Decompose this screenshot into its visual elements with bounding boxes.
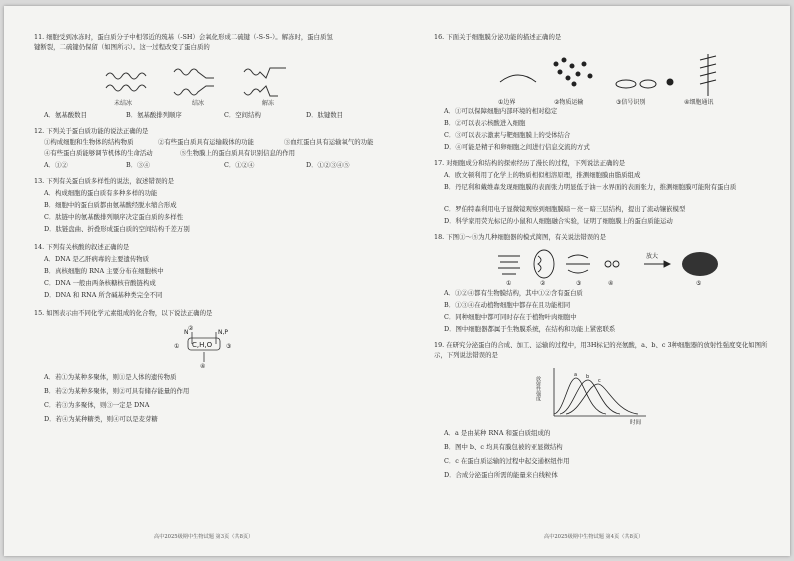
svg-text:③: ③ xyxy=(226,343,232,350)
q19-curve-b: b xyxy=(586,374,590,380)
q11-fig-label-unfrozen: 未结冰 xyxy=(114,100,133,107)
q12-option-a: A．①② xyxy=(44,161,68,169)
q17-option-d: D．科学家用荧光标记的小鼠和人细胞融合实验，证明了细胞膜上的蛋白质能运动 xyxy=(444,217,673,225)
q18-fig-label-5: ⑤ xyxy=(696,280,702,286)
q18-option-a: A．①②④都有生物膜结构，其中①②含有蛋白质 xyxy=(444,289,583,297)
q18-fig-label-2: ② xyxy=(540,280,546,286)
q16-membrane-figure xyxy=(494,46,744,108)
q11-option-d: D．肽键数目 xyxy=(306,111,344,119)
q12-item-4: ④有些蛋白质能够调节机体的生命活动 xyxy=(44,149,153,157)
svg-text:④: ④ xyxy=(200,363,206,368)
q17-stem: 17. 对细胞成分和结构的探索经历了漫长的过程，下列说法正确的是 xyxy=(434,159,626,167)
q18-fig-label-3: ③ xyxy=(576,280,582,286)
svg-text:C,H,O: C,H,O xyxy=(192,341,213,349)
q11-fig-label-thawed: 解冻 xyxy=(262,100,275,107)
q13-option-a: A．构成细胞的蛋白质有多种多样的功能 xyxy=(44,189,158,197)
q13-stem: 13. 下列有关蛋白质多样性的说法，叙述错误的是 xyxy=(34,177,175,185)
q11-fig-label-frozen: 结冰 xyxy=(192,100,205,107)
right-page-footer: 高中2025级期中生物试题 第4页（共8页） xyxy=(544,534,644,540)
q15-option-c: C．若③为多聚体，则③一定是 DNA xyxy=(44,401,150,409)
q14-option-d: D．DNA 和 RNA 所含碱基种类完全不同 xyxy=(44,291,163,299)
q16-option-c: C．③可以表示激素与靶细胞膜上的受体结合 xyxy=(444,131,571,139)
svg-text:②: ② xyxy=(188,325,194,332)
q11-option-b: B．氨基酸排列顺序 xyxy=(126,111,182,119)
q15-element-figure xyxy=(154,324,274,368)
svg-text:①: ① xyxy=(174,343,180,350)
q15-option-b: B．若②为某种多聚体，则②可具有储存能量的作用 xyxy=(44,387,190,395)
q19-curve-a: a xyxy=(574,372,578,378)
q11-option-c: C．空间结构 xyxy=(224,111,261,119)
q17-option-c: C．罗伯特森利用电子显微镜观察到细胞膜暗－亮－暗三层结构，提出了流动镶嵌模型 xyxy=(444,205,686,213)
q17-option-a: A．欧文顿利用了化学上的物质相似相溶原理，推测细胞膜由脂质组成 xyxy=(444,171,641,179)
q16-stem: 16. 下面关于细胞膜分泌功能的描述正确的是 xyxy=(434,33,562,41)
q16-fig-label-2: ②物质运输 xyxy=(554,99,584,106)
q12-option-b: B．③④ xyxy=(126,161,150,169)
q15-option-d: D．若④为某种糖类，则④可以是麦芽糖 xyxy=(44,415,158,423)
q19-curve-c: c xyxy=(598,378,601,384)
q12-item-3: ③血红蛋白具有运输氧气的功能 xyxy=(284,138,374,146)
q13-option-d: D．肽链盘曲、折叠形成蛋白质的空间结构千差万别 xyxy=(44,225,190,233)
q14-option-c: C．DNA 一般由两条核糖核苷酸链构成 xyxy=(44,279,156,287)
q15-stem: 15. 如图表示由不同化学元素组成的化合物，以下说法正确的是 xyxy=(34,309,213,317)
q18-option-c: C．同种细胞中都可同时存在于植物叶肉细胞中 xyxy=(444,313,577,321)
q12-stem: 12. 下列关于蛋白质功能的说法正确的是 xyxy=(34,127,149,135)
q19-option-a: A．a 是由某种 RNA 和蛋白质组成的 xyxy=(444,429,551,437)
q11-option-a: A．氨基酸数目 xyxy=(44,111,87,119)
q11-stem-line2: 键断裂，二硫键仍保留（如图所示）。这一过程改变了蛋白质的 xyxy=(34,43,210,51)
q18-organelle-figure xyxy=(494,246,734,286)
left-column xyxy=(34,6,394,556)
q18-fig-label-enlarge: 放大 xyxy=(646,253,659,260)
left-page-footer: 高中2025级期中生物试题 第3页（共8页） xyxy=(154,534,254,540)
svg-text:N,P: N,P xyxy=(218,329,229,336)
q18-fig-label-4: ④ xyxy=(608,280,614,286)
exam-sheet xyxy=(4,6,790,556)
q12-item-5: ⑤生物膜上的蛋白质具有识别信息的作用 xyxy=(180,149,296,157)
q14-option-a: A．DNA 是乙肝病毒的主要遗传物质 xyxy=(44,255,150,263)
q18-fig-label-1: ① xyxy=(506,280,512,286)
q19-option-c: C．c 在蛋白质运输的过程中起交通枢纽作用 xyxy=(444,457,570,465)
q12-option-d: D．①②③④⑤ xyxy=(306,161,350,169)
q16-fig-label-3: ③信号识别 xyxy=(616,99,646,106)
q14-option-b: B．真核细胞的 RNA 主要分布在细胞核中 xyxy=(44,267,164,275)
q12-item-1: ①构成细胞和生物体的结构物质 xyxy=(44,138,134,146)
right-column xyxy=(434,6,779,556)
q15-option-a: A．若①为某种多聚体，则①是人体的遗传物质 xyxy=(44,373,177,381)
q19-x-axis-label: 时间 xyxy=(630,420,642,426)
q19-radioactivity-figure xyxy=(534,364,654,426)
q11-protein-figure xyxy=(104,58,304,108)
q19-option-d: D．合成分泌蛋白所需的能量来自线粒体 xyxy=(444,471,558,479)
svg-text:N: N xyxy=(184,329,189,336)
q16-option-a: A．①可以保障细胞内部环境的相对稳定 xyxy=(444,107,558,115)
q12-item-2: ②有些蛋白质具有运输载体的功能 xyxy=(158,138,254,146)
q18-option-d: D．图中细胞器都属于生物膜系统，在结构和功能上紧密联系 xyxy=(444,325,616,333)
q16-option-d: D．④可能是精子和卵细胞之间进行信息交流的方式 xyxy=(444,143,590,151)
q17-option-b: B．丹尼利和戴维森发现细胞膜的表面张力明显低于油－水界面的表面张力，推测细胞膜可能附有蛋白质 xyxy=(444,183,737,191)
q19-stem-line2: 示，下列说法错误的是 xyxy=(434,351,498,359)
q18-option-b: B．①③④在动植物细胞中都存在且功能相同 xyxy=(444,301,571,309)
q14-stem: 14. 下列有关核酸的叙述正确的是 xyxy=(34,243,130,251)
q12-option-c: C．①②④ xyxy=(224,161,255,169)
q18-stem: 18. 下图①～⑤为几种细胞器的模式简图，有关说法错误的是 xyxy=(434,233,606,241)
q13-option-c: C．肽链中的氨基酸排列顺序决定蛋白质的多样性 xyxy=(44,213,184,221)
q11-stem-line1: 11. 细胞受到冰冻时，蛋白质分子中相邻近的巯基（-SH）会氧化形成二硫键（-S-S-）。解冻时，蛋白质氢 xyxy=(34,33,333,41)
q16-option-b: B．②可以表示核酸进入细胞 xyxy=(444,119,526,127)
q19-stem-line1: 19. 在研究分泌蛋白的合成、加工、运输的过程中，用3H标记的亮氨酸，a、b、c 3种细胞器的放射性强度变化如图所 xyxy=(434,341,768,349)
q16-fig-label-4: ④细胞通讯 xyxy=(684,99,714,106)
q19-y-axis-label: 放射性强度 xyxy=(535,376,541,401)
q16-fig-label-1: ①边界 xyxy=(498,99,516,106)
q13-option-b: B．细胞中的蛋白质都由氨基酸经脱水缩合形成 xyxy=(44,201,177,209)
q19-option-b: B．图中 b、c 均具有膜包被的亚显微结构 xyxy=(444,443,563,451)
